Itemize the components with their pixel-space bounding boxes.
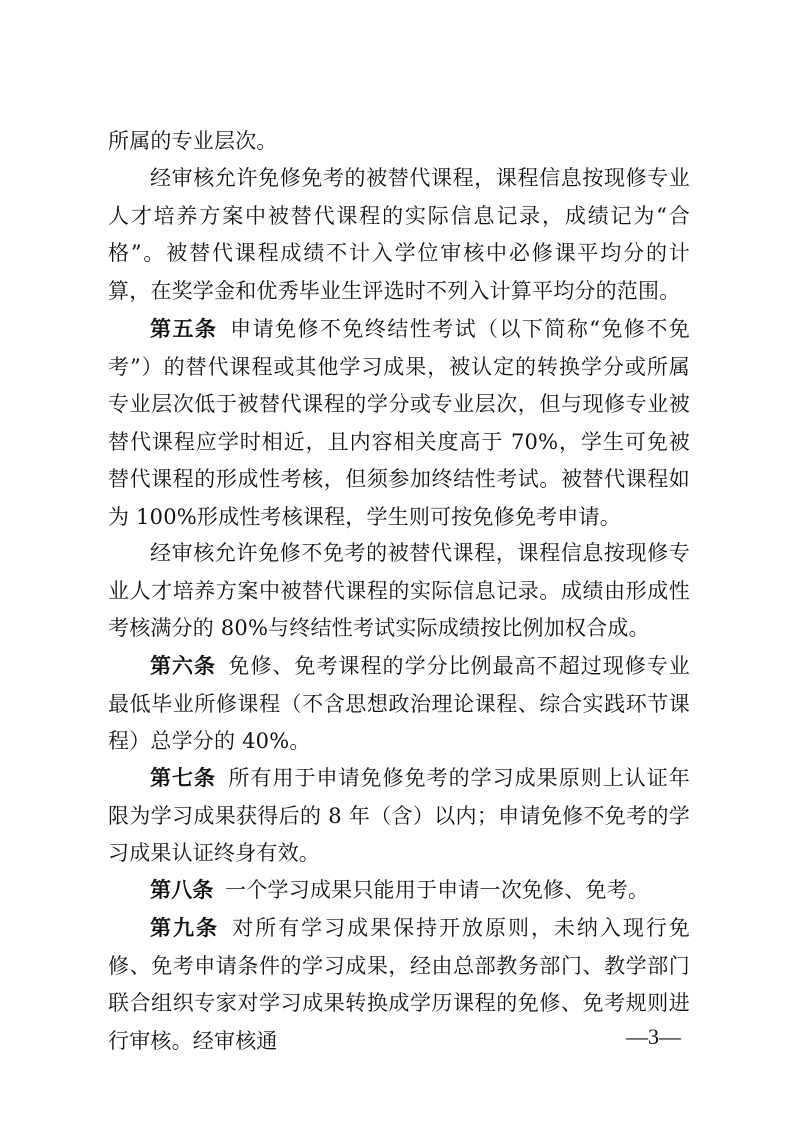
article-7 [108,759,690,873]
article-5-text: 申请免修不免终结性考试（以下简称“免修不免考”）的替代课程或其他学习成果，被认定的转换学分或所属专业层次低于被替代课程的学分或专业层次，但与现修专业被替代课程应学时相近，且内容相关度高于 70%，学生可免被替代课程的形成性考核，但须参加终结性考试。被替代课程如为 100%形成性考核课程，学生则可按免修免考申请。 [108,317,690,529]
article-8-heading: 第八条 [150,877,214,902]
paragraph-1 [108,123,690,161]
article-9 [108,909,690,1060]
article-6 [108,647,690,761]
article-6-text: 免修、免考课程的学分比例最高不超过现修专业最低毕业所修课程（不含思想政治理论课程、综合实践环节课程）总学分的 40%。 [108,654,690,753]
paragraph-1-text: 所属的专业层次。 [108,129,278,153]
paragraph-4-text: 经审核允许免修不免考的被替代课程，课程信息按现修专业人才培养方案中被替代课程的实际信息记录。成绩由形成性考核满分的 80%与终结性考试实际成绩按比例加权合成。 [108,541,690,640]
article-5-heading: 第五条 [150,316,218,341]
article-5 [108,310,690,536]
article-9-heading: 第九条 [150,915,219,940]
paragraph-2-text: 经审核允许免修免考的被替代课程，课程信息按现修专业人才培养方案中被替代课程的实际信息记录，成绩记为“合格”。被替代课程成绩不计入学位审核中必修课平均分的计算，在奖学金和优秀毕业生评选时不列入计算平均分的范围。 [108,166,690,303]
article-7-text: 所有用于申请免修免考的学习成果原则上认证年限为学习成果获得后的 8 年（含）以内；申请免修不免考的学习成果认证终身有效。 [108,766,690,865]
article-7-heading: 第七条 [150,765,217,790]
paragraph-4 [108,535,690,648]
article-8 [108,871,690,910]
page-number: —3— [626,1024,681,1049]
paragraph-2 [108,160,690,310]
article-9-text: 对所有学习成果保持开放原则，未纳入现行免修、免考申请条件的学习成果，经由总部教务部门、教学部门联合组织专家对学习成果转换成学历课程的免修、免考规则进行审核。经审核通 [108,916,690,1053]
article-8-text: 一个学习成果只能用于申请一次免修、免考。 [225,878,650,902]
article-6-heading: 第六条 [150,653,217,678]
